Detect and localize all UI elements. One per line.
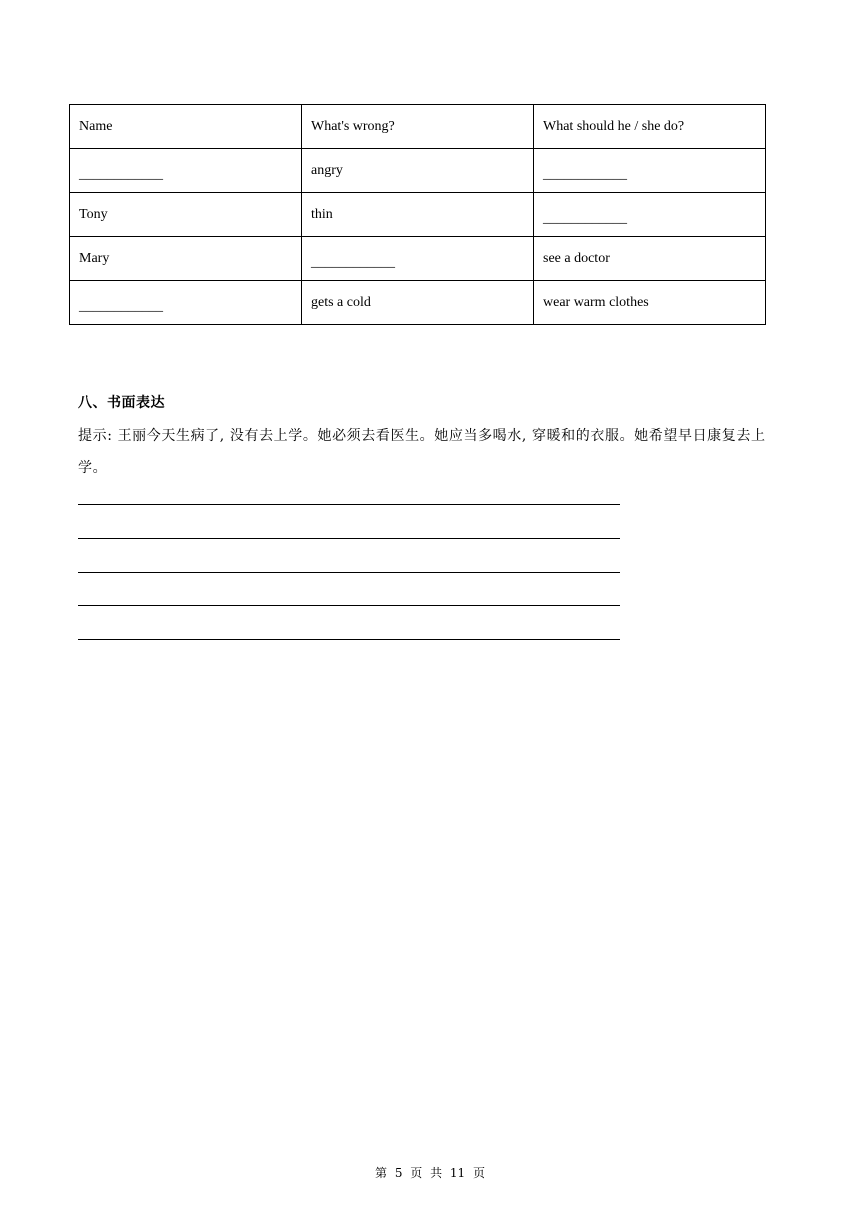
table-cell: Tony xyxy=(70,193,302,237)
blank-line: ____________ xyxy=(79,166,163,182)
blank-line: ____________ xyxy=(543,210,627,226)
blank-advice-cell xyxy=(534,149,766,193)
blank-name-cell xyxy=(70,281,302,325)
table-cell: wear warm clothes xyxy=(534,281,766,325)
blank-line: ____________ xyxy=(543,166,627,182)
writing-line xyxy=(78,639,620,640)
table-cell: see a doctor xyxy=(534,237,766,281)
table-row xyxy=(70,281,766,325)
table-cell: angry xyxy=(302,149,534,193)
writing-line xyxy=(78,572,620,573)
header-whats-wrong: What's wrong? xyxy=(302,105,534,149)
writing-prompt: 提示: 王丽今天生病了, 没有去上学。她必须去看医生。她应当多喝水, 穿暖和的衣服。她希望早日康复去上学。 xyxy=(78,428,766,476)
header-name: Name xyxy=(70,105,302,149)
writing-line xyxy=(78,538,620,539)
blank-name-cell xyxy=(70,149,302,193)
blank-advice-cell xyxy=(534,193,766,237)
page-footer: 第 5 页 共 11 页 xyxy=(375,1166,485,1180)
table-row xyxy=(70,237,766,281)
header-what-to-do: What should he / she do? xyxy=(534,105,766,149)
table-cell: thin xyxy=(302,193,534,237)
table-cell: Mary xyxy=(70,237,302,281)
table-cell: gets a cold xyxy=(302,281,534,325)
blank-line: ____________ xyxy=(311,254,395,270)
table-row xyxy=(70,149,766,193)
blank-problem-cell xyxy=(302,237,534,281)
section-title: 八、书面表达 xyxy=(78,395,165,411)
writing-line xyxy=(78,605,620,606)
table-row xyxy=(70,193,766,237)
table-header-row xyxy=(70,105,766,149)
writing-line xyxy=(78,504,620,505)
answer-table xyxy=(69,104,766,325)
blank-line: ____________ xyxy=(79,298,163,314)
